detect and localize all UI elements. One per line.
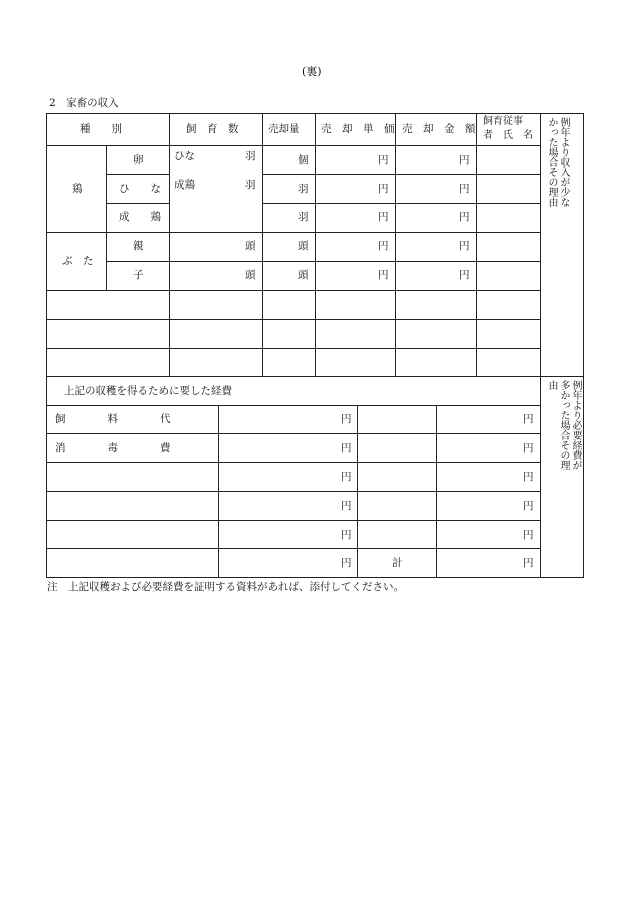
- expense-yen-1b: 円: [523, 413, 534, 425]
- expense-yen-5b: 円: [523, 529, 534, 541]
- amount-yen-chick: 円: [459, 183, 470, 195]
- back-side-label: (裏): [302, 65, 322, 78]
- expense-yen-3a: 円: [341, 471, 352, 483]
- expense-yen-4a: 円: [341, 500, 352, 512]
- adult-chicken-label: 成 鶏: [119, 211, 161, 223]
- child-label: 子: [133, 269, 144, 281]
- col-qty-header: 売却量: [268, 123, 300, 135]
- expense-yen-2b: 円: [523, 442, 534, 454]
- expense-yen-6a: 円: [341, 557, 352, 569]
- egg-label: 卵: [133, 154, 144, 166]
- qty-unit-adult: 羽: [298, 211, 309, 223]
- col-unit-price-header: 売 却 単 価: [321, 123, 395, 135]
- amount-yen-child: 円: [459, 269, 470, 281]
- chick-label: ひ な: [119, 183, 161, 195]
- unit-price-yen-child: 円: [378, 269, 389, 281]
- col-count-header: 飼 育 数: [186, 123, 239, 135]
- amount-yen-egg: 円: [459, 154, 470, 166]
- col-keeper-header-line2: 者 氏 名: [483, 130, 533, 141]
- footnote: 注 上記収穫および必要経費を証明する資料があれば、添付してください。: [47, 581, 404, 593]
- income-reason-note: 例年より収入が少なかった場合その理由: [546, 117, 569, 207]
- col-amount-header: 売 却 金 額: [402, 123, 476, 135]
- qty-unit-egg: 個: [298, 154, 309, 166]
- expense-total-yen: 円: [523, 557, 534, 569]
- count-adult-label: 成鶏: [174, 179, 195, 191]
- count-chick-unit: 羽: [245, 150, 256, 162]
- expense-reason-note: 例年より必要経費が多かった場合その理由: [546, 380, 581, 470]
- expense-yen-4b: 円: [523, 500, 534, 512]
- expense-yen-2a: 円: [341, 442, 352, 454]
- qty-unit-chick: 羽: [298, 183, 309, 195]
- qty-unit-child: 頭: [298, 269, 309, 281]
- col-species-header: 種 別: [80, 123, 122, 135]
- col-keeper-header-line1: 飼育従事: [483, 116, 523, 127]
- unit-price-yen-egg: 円: [378, 154, 389, 166]
- count-chick-label: ひな: [174, 150, 195, 162]
- expense-yen-5a: 円: [341, 529, 352, 541]
- amount-yen-parent: 円: [459, 240, 470, 252]
- pig-label: ぶ た: [62, 255, 94, 267]
- count-unit-parent: 頭: [245, 240, 256, 252]
- section-title: 2 家畜の収入: [49, 97, 119, 109]
- unit-price-yen-chick: 円: [378, 183, 389, 195]
- expense-yen-1a: 円: [341, 413, 352, 425]
- count-adult-unit: 羽: [245, 179, 256, 191]
- expense-total-label: 計: [392, 557, 403, 569]
- count-unit-child: 頭: [245, 269, 256, 281]
- disinfect-cost-label: 消 毒 費: [55, 442, 171, 454]
- unit-price-yen-adult: 円: [378, 211, 389, 223]
- chicken-label: 鶏: [72, 183, 83, 195]
- feed-cost-label: 飼 料 代: [55, 413, 171, 425]
- amount-yen-adult: 円: [459, 211, 470, 223]
- expense-title: 上記の収穫を得るために要した経費: [64, 385, 232, 397]
- expense-yen-3b: 円: [523, 471, 534, 483]
- parent-label: 親: [133, 240, 144, 252]
- qty-unit-parent: 頭: [298, 240, 309, 252]
- unit-price-yen-parent: 円: [378, 240, 389, 252]
